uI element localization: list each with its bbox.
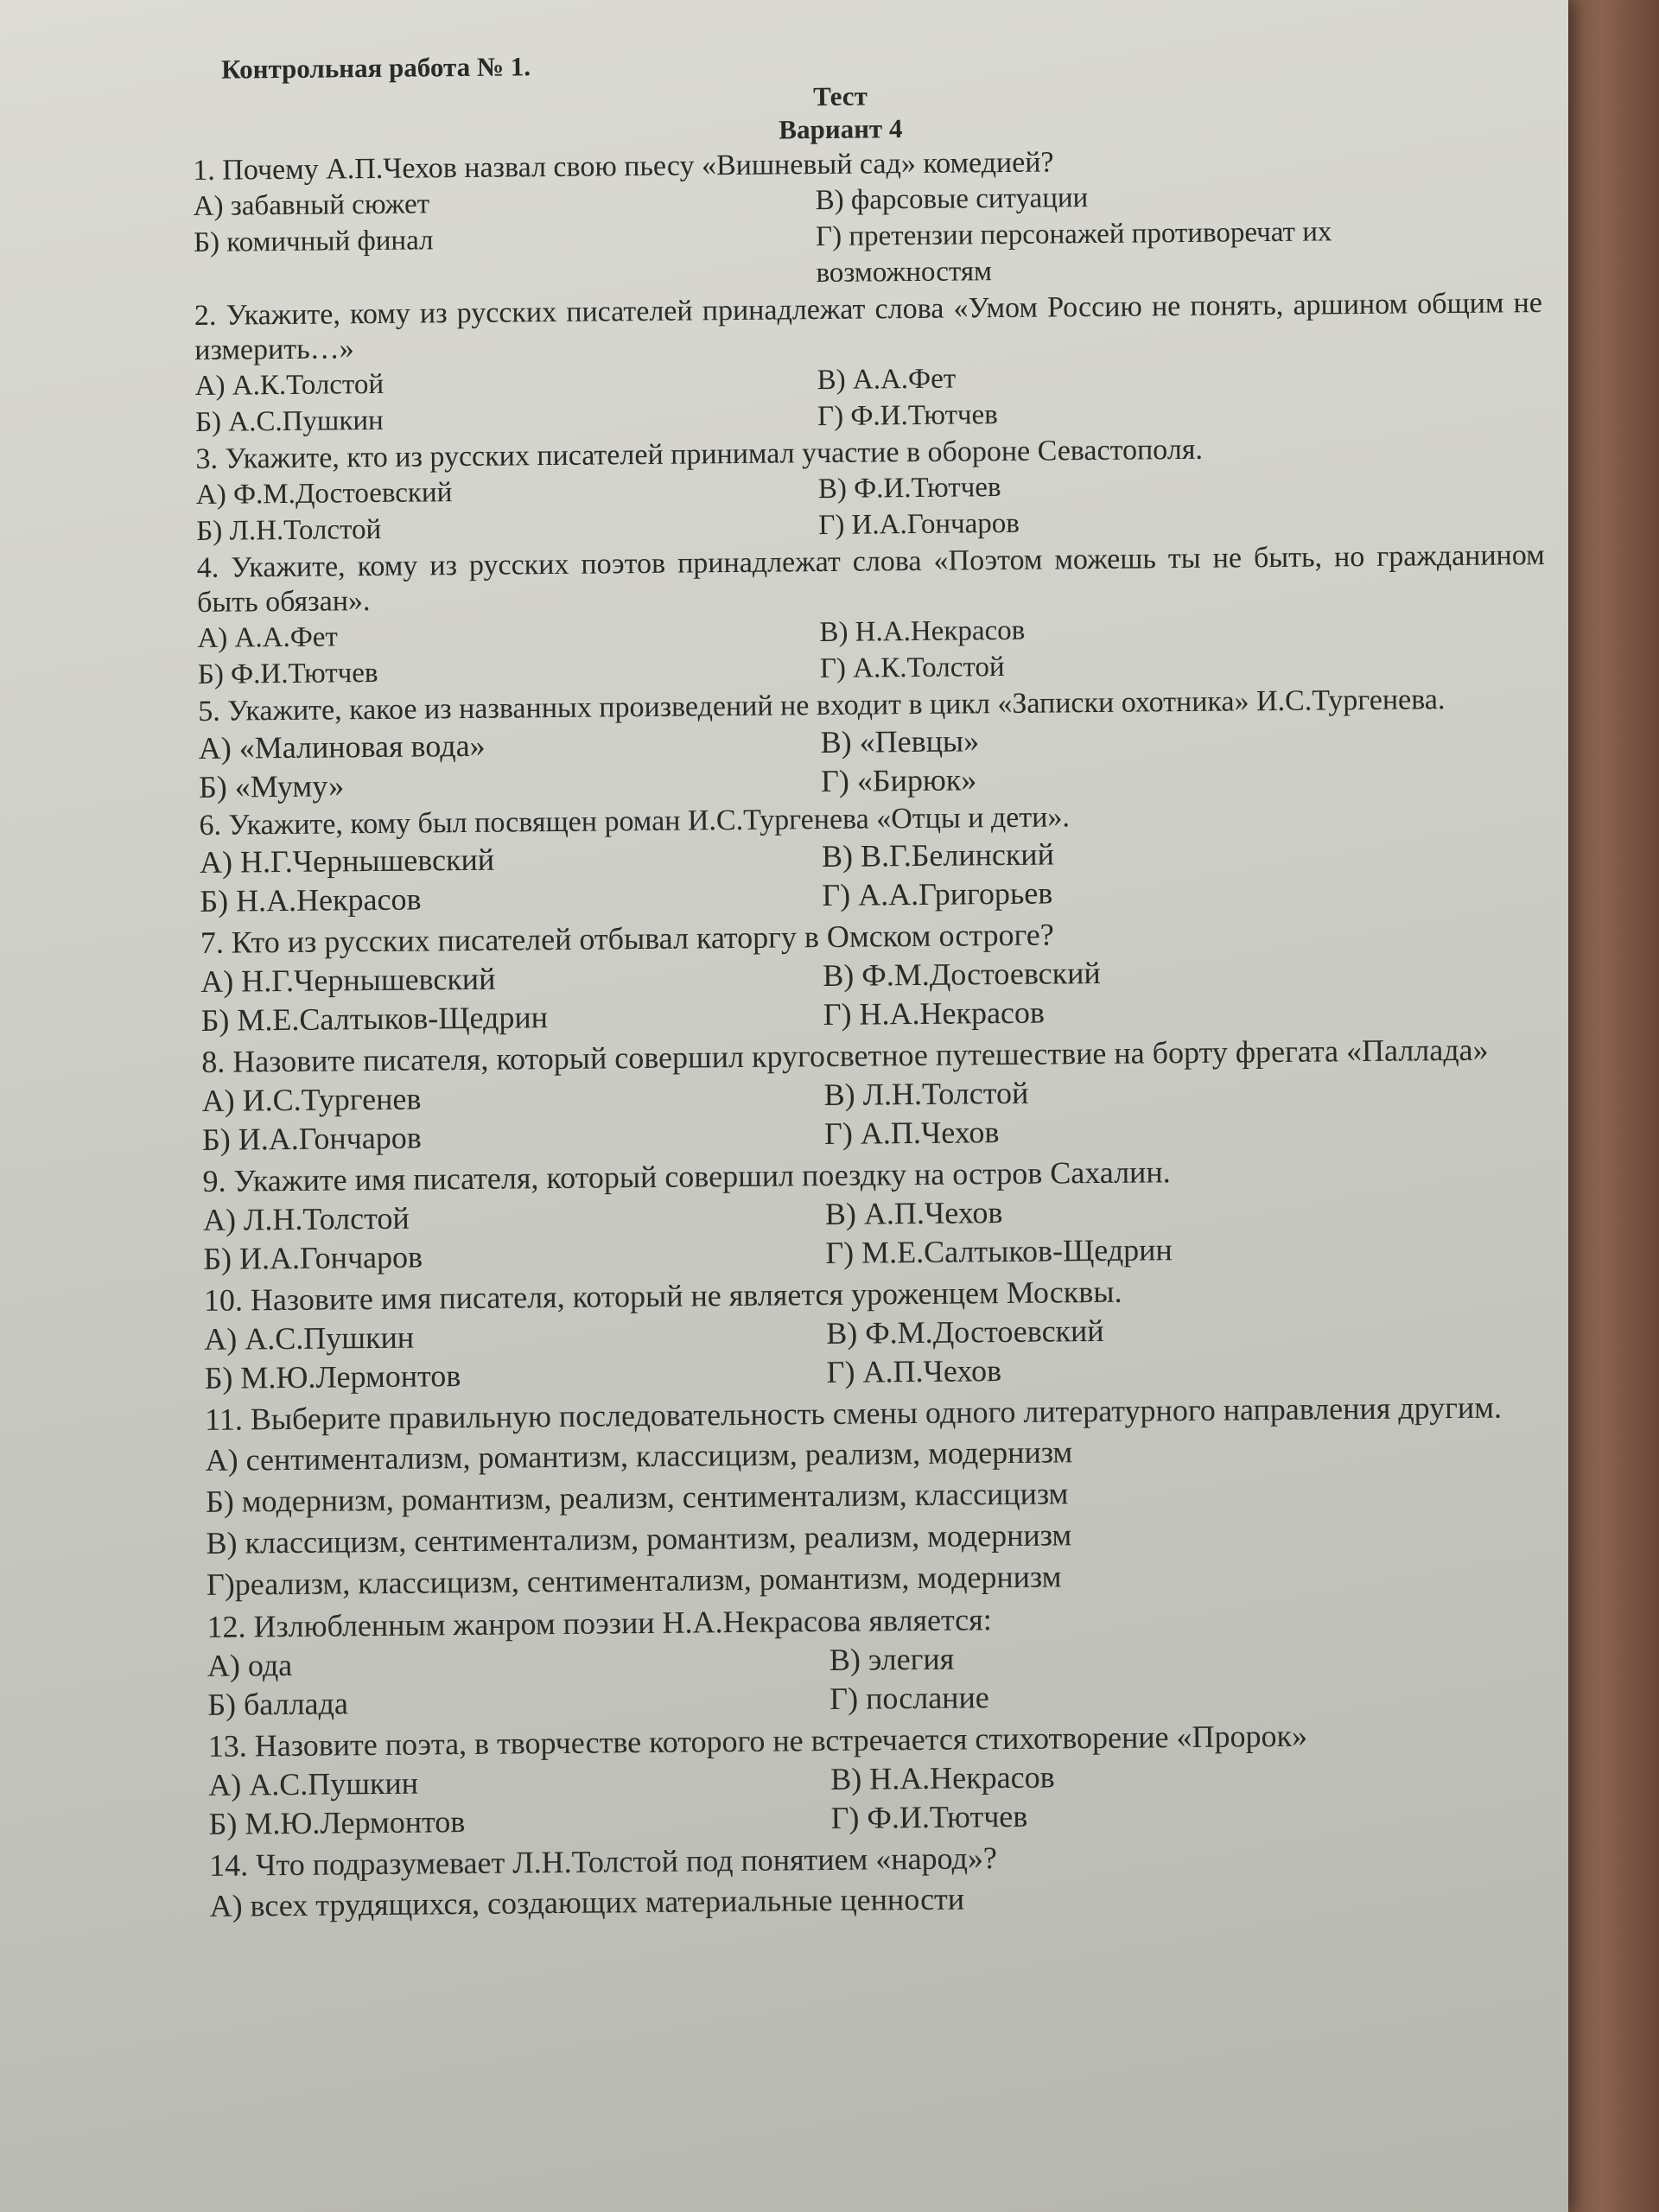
question-11 [205,1387,1554,1605]
answer-option: В) В.Г.Белинский [821,836,1055,874]
answer-option: А) Н.Г.Чернышевский [199,842,495,880]
answer-options [207,1634,1556,1725]
answer-options [199,716,1548,807]
answer-option: А) всех трудящихся, создающих материальные ценности [209,1881,965,1923]
answer-option: Г) И.А.Гончаров [818,507,1020,542]
answer-option: А) Н.Г.Чернышевский [200,961,496,999]
answer-option: В) Н.А.Некрасов [819,614,1026,649]
answer-option: Г)реализм, классицизм, сентиментализм, романтизм, модернизм [206,1559,1062,1602]
answer-option: В) классицизм, сентиментализм, романтизм, реализм, модернизм [206,1517,1072,1560]
answer-option: А) Ф.М.Достоевский [195,477,453,511]
answer-option: В) Н.А.Некрасов [830,1759,1055,1796]
answer-option: Б) И.А.Гончаров [201,1120,422,1157]
answer-option: В) Л.Н.Толстой [823,1075,1029,1113]
answer-option: В) «Певцы» [820,723,980,760]
question-10 [204,1268,1553,1398]
answer-options [205,1427,1554,1605]
question-14 [209,1833,1558,1927]
answer-option: А) «Малиновая вода» [198,728,486,766]
answer-options [200,830,1548,921]
answer-options [201,1069,1550,1160]
question-text: 4. Укажите, кому из русских поэтов принадлежат слова «Поэтом можешь ты не быть, но гражданином быть обязан». [196,538,1545,619]
answer-option: А) А.С.Пушкин [204,1319,415,1357]
question-text: 8. Назовите писателя, который совершил кругосветное путешествие на борту фрегата «Паллада» [201,1032,1489,1079]
variant-label: Вариант 4 [779,113,903,145]
question-6 [199,796,1548,921]
answer-option: А) А.К.Толстой [194,368,385,402]
answer-option: В) Ф.И.Тютчев [817,472,1001,505]
answer-options [204,1307,1553,1398]
answer-option: А) Л.Н.Толстой [202,1200,410,1237]
answer-options [197,607,1546,693]
document-title: Контрольная работа № 1. [221,51,531,85]
answer-option: Б) «Муму» [198,768,345,804]
answer-option: Б) М.Е.Салтыков-Щедрин [200,1000,549,1038]
answer-option: А) И.С.Тургенев [201,1081,422,1118]
question-text: 9. Укажите имя писателя, который совершил поездку на остров Сахалин. [202,1154,1171,1198]
answer-option: Б) комичный финал [193,225,434,258]
question-4 [197,538,1547,693]
question-5 [198,682,1547,807]
answer-option: В) А.А.Фет [817,363,957,397]
answer-option: Б) модернизм, романтизм, реализм, сентиментализм, классицизм [205,1476,1069,1519]
answer-option: В) А.П.Чехов [824,1195,1003,1232]
question-text: 11. Выберите правильную последовательность смены одного литературного направления другим. [204,1389,1503,1437]
answer-option: Г) Н.А.Некрасов [823,995,1046,1033]
answer-option: Б) М.Ю.Лермонтов [204,1358,461,1395]
question-13 [208,1713,1557,1844]
answer-option: А) А.А.Фет [197,621,339,654]
answer-option: Г) М.Е.Салтыков-Щедрин [825,1232,1173,1271]
answer-options [208,1753,1557,1844]
question-text: 3. Укажите, кто из русских писателей принимал участие в обороне Севастополя. [195,433,1204,475]
question-12 [207,1594,1555,1725]
question-text: 5. Укажите, какое из названных произведений не входит в цикл «Записки охотника» И.С.Тургенева. [198,683,1446,728]
answer-option: Г) Ф.И.Тютчев [830,1798,1028,1835]
answer-options [196,464,1545,550]
answer-option: Г) послание [830,1680,989,1716]
answer-option: Г) Ф.И.Тютчев [817,399,998,433]
answer-option: Б) баллада [207,1686,349,1722]
question-7 [200,910,1549,1040]
question-3 [195,429,1544,550]
test-content [192,41,1558,1927]
answer-option: Г) А.П.Чехов [823,1115,1000,1152]
question-text: 13. Назовите поэта, в творчестве которого не встречается стихотворение «Пророк» [207,1718,1308,1764]
answer-option: А) ода [207,1647,293,1683]
question-8 [201,1029,1550,1160]
answer-option: Г) А.А.Григорьев [822,875,1053,913]
question-text: 2. Укажите, кому из русских писателей принадлежат слова «Умом Россию не понять, аршином общим не измерить…» [194,287,1543,366]
answer-option: В) фарсовые ситуации [815,182,1089,217]
answer-options [200,950,1549,1040]
document-subtitle: Тест [813,80,868,112]
answer-option: А) забавный сюжет [193,188,430,222]
question-1 [193,141,1542,297]
question-2 [194,286,1544,441]
table-background [1564,0,1659,2212]
answer-option: Б) М.Ю.Лермонтов [208,1804,466,1841]
answer-options [203,1188,1552,1279]
answer-option: Г) А.П.Чехов [826,1353,1002,1390]
answer-option: Б) А.С.Пушкин [194,404,384,438]
answer-option: Г) «Бирюк» [820,762,977,799]
answer-option: А) А.С.Пушкин [208,1765,419,1802]
answer-option: Б) Л.Н.Толстой [196,513,382,547]
question-text: 6. Укажите, кому был посвящен роман И.С.Тургенева «Отцы и дети». [199,801,1071,842]
question-text: 14. Что подразумевает Л.Н.Толстой под понятием «народ»? [208,1840,998,1883]
answer-option: Г) А.К.Толстой [819,652,1005,685]
answer-option: А) сентиментализм, романтизм, классицизм, реализм, модернизм [205,1434,1073,1478]
question-9 [202,1148,1551,1279]
answer-option: Б) И.А.Гончаров [203,1239,423,1276]
answer-option: Б) Н.А.Некрасов [200,881,422,918]
answer-option: В) элегия [829,1641,955,1678]
answer-option: Б) Ф.И.Тютчев [197,657,378,690]
question-text: 10. Назовите имя писателя, который не является уроженцем Москвы. [203,1274,1122,1318]
answer-option: В) Ф.М.Достоевский [823,955,1101,994]
answer-option: В) Ф.М.Достоевский [826,1313,1104,1351]
answer-options [193,175,1541,297]
question-text: 1. Почему А.П.Чехов назвал свою пьесу «Вишневый сад» комедией? [193,146,1054,187]
question-text: 7. Кто из русских писателей отбывал каторгу в Омском остроге? [200,917,1054,960]
question-text: 12. Излюбленным жанром поэзии Н.А.Некрасова является: [207,1602,992,1644]
answer-option: Г) претензии персонажей противоречат их возможностям [815,216,1332,289]
answer-options [194,355,1543,441]
